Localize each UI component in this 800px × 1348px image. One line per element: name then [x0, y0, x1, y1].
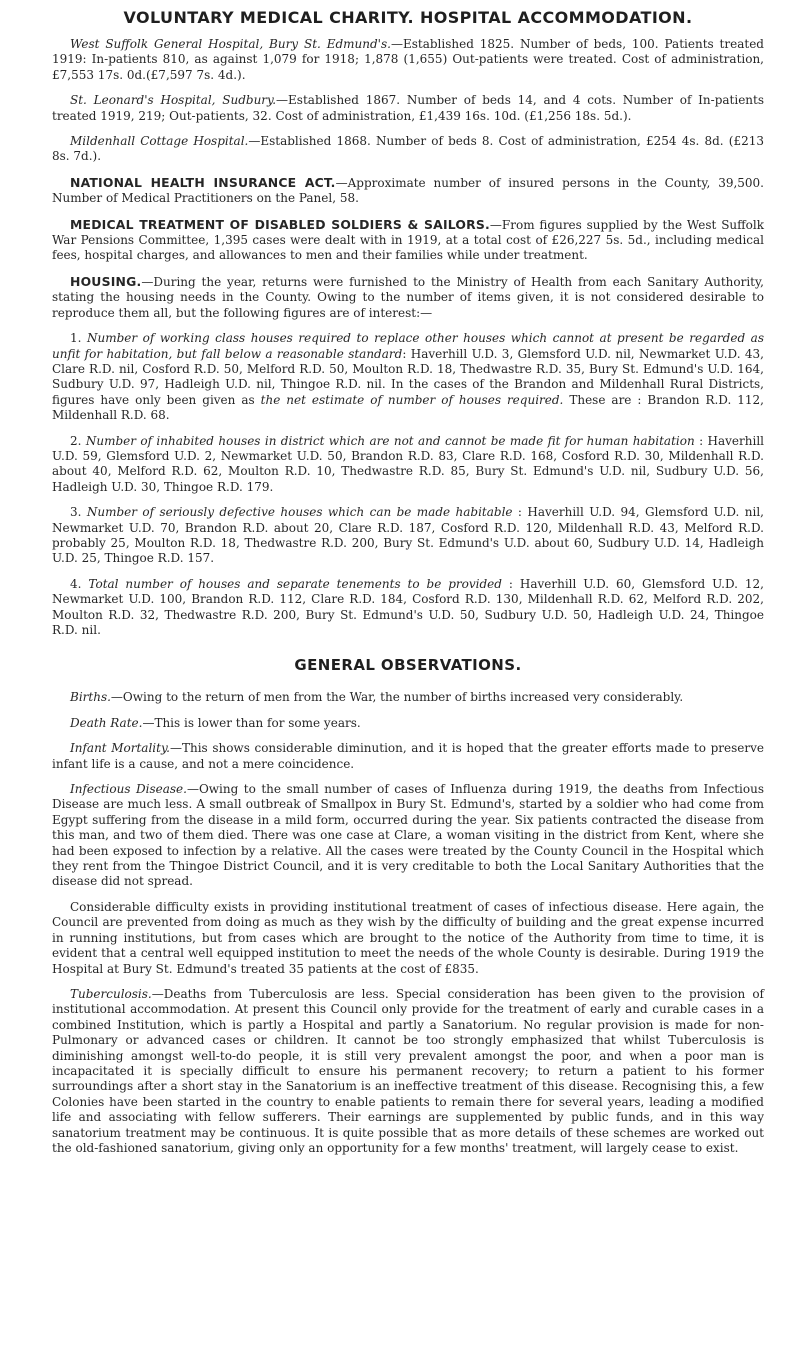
death-rate-label: Death Rate. — [70, 715, 143, 730]
infant-mortality-text: —This shows considerable diminution, and it is hoped that the greater efforts made to preserve infant life is a cause, and not a mere coincidence. — [52, 741, 764, 771]
housing-item — [52, 331, 764, 423]
housing-item-text: : Haverhill U.D. 94, Glemsford U.D. nil, Newmarket U.D. 70, Brandon R.D. about 20, Clare R.D. 187, Cosford R.D. 120, Mildenhall R.D. 43, Melford R.D. probably 25, Moulton R.D. 18, Thedwastre R.D. 200, Bury St. Edmund's U.D. about 60, Sudbury U.D. 14, Hadleigh U.D. 25, Thingoe R.D. 157. — [52, 505, 764, 566]
soldiers-paragraph — [52, 217, 764, 264]
hospital-paragraph — [52, 37, 764, 83]
births-text: —Owing to the return of men from the War, the number of births increased very considerably. — [110, 690, 684, 705]
institutional-paragraph: Considerable difficulty exists in providing institutional treatment of cases of infectious disease. Here again, the Council are prevented from doing as much as they wish by the difficulty of building and the great expense incurred in running institutions, but from cases which are brought to the notice of the Authority from time to time, it is evident that a central well equipped institution to meet the needs of the whole County is desirable. During 1919 the Hospital at Bury St. Edmund's treated 35 patients at the cost of £835. — [52, 899, 764, 976]
nhi-text: —Approximate number of insured persons in the County, 39,500. Number of Medical Practitioners on the Panel, 58. — [52, 175, 764, 206]
housing-paragraph — [52, 274, 764, 321]
housing-item-text-end: These are : Brandon R.D. 112, Mildenhall R.D. 68. — [52, 392, 765, 423]
hospital-name: West Suffolk General Hospital, Bury St. Edmund's. — [70, 37, 391, 51]
housing-item-number: 4. — [70, 576, 82, 591]
housing-item-text: : Haverhill U.D. 3, Glemsford U.D. nil, Newmarket U.D. 43, Clare R.D. nil, Cosford R.D. 50, Melford R.D. 50, Moulton R.D. 18, Thedwastre R.D. 35, Bury St. Edmund's U.D. 164, Sudbury U.D. 97, Hadleigh U.D. nil, Thingoe R.D. nil. In the cases of the Brandon and Mildenhall Rural Districts, figures have only been given as — [52, 346, 764, 407]
soldiers-text: —From figures supplied by the West Suffolk War Pensions Committee, 1,395 cases were dealt with in 1919, at a total cost of £26,227 5s. 5d., including medical fees, hospital charges, and allowances to men and their families while under treatment. — [52, 217, 764, 263]
page-title: VOLUNTARY MEDICAL CHARITY. HOSPITAL ACCOMMODATION. — [123, 8, 693, 27]
hospital-name: St. Leonard's Hospital, Sudbury. — [70, 93, 277, 108]
nhi-paragraph — [52, 175, 764, 207]
hospital-text: —Established 1868. Number of beds 8. Cost of administration, £254 4s. 8d. (£213 8s. 7d.). — [52, 134, 764, 164]
births-paragraph — [52, 690, 764, 705]
hospital-text: —Established 1825. Number of beds, 100. Patients treated 1919: In-patients 810, as against 1,079 for 1918; 1,878 (1,655) Out-patients were treated. Cost of administration, £7,553 17s. 0d.(£7,597 7s. 4d.). — [52, 37, 764, 82]
tuberculosis-paragraph — [52, 987, 764, 1156]
housing-heading: HOUSING. — [70, 273, 142, 289]
housing-item-emphasis: the net estimate of number of houses required. — [260, 392, 564, 407]
housing-item-number: 3. — [70, 505, 82, 520]
housing-item-label: Total number of houses and separate tenements to be provided — [88, 576, 502, 591]
infant-mortality-label: Infant Mortality. — [70, 741, 170, 756]
death-rate-text: —This is lower than for some years. — [142, 715, 361, 730]
hospital-text: —Established 1867. Number of beds 14, and 4 cots. Number of In-patients treated 1919, 219; Out-patients, 32. Cost of administration, £1,439 16s. 10d. (£1,256 18s. 5d.). — [52, 93, 764, 123]
nhi-heading: NATIONAL HEALTH INSURANCE ACT. — [70, 174, 336, 190]
housing-item-text: : Haverhill U.D. 59, Glemsford U.D. 2, Newmarket U.D. 50, Brandon R.D. 83, Clare R.D. 168, Cosford R.D. 30, Mildenhall R.D. about 40, Melford R.D. 62, Moulton R.D. 10, Thedwastre R.D. 85, Bury St. Edmund's U.D. nil, Sudbury U.D. 56, Hadleigh U.D. 30, Thingoe R.D. 179. — [52, 433, 764, 494]
housing-item-label: Number of inhabited houses in district which are not and cannot be made fit for human habitation — [85, 433, 695, 448]
general-observations-heading: GENERAL OBSERVATIONS. — [294, 656, 522, 675]
housing-item-label: Number of seriously defective houses which can be made habitable — [86, 505, 513, 520]
births-label: Births. — [70, 690, 111, 705]
housing-item-number: 1. — [70, 331, 82, 346]
housing-item-number: 2. — [70, 433, 82, 448]
housing-item — [52, 434, 764, 496]
hospital-name: Mildenhall Cottage Hospital. — [70, 134, 249, 149]
hospital-paragraph — [52, 134, 764, 165]
housing-item — [52, 577, 764, 639]
infant-mortality-paragraph — [52, 741, 764, 772]
housing-item — [52, 505, 764, 567]
death-rate-paragraph — [52, 716, 764, 731]
tuberculosis-label: Tuberculosis. — [70, 986, 152, 1001]
hospital-paragraph — [52, 93, 764, 124]
soldiers-heading: MEDICAL TREATMENT OF DISABLED SOLDIERS & SAILORS. — [70, 216, 490, 232]
housing-item-text: : Haverhill U.D. 60, Glemsford U.D. 12, Newmarket U.D. 100, Brandon R.D. 112, Clare R.D. 184, Cosford R.D. 130, Mildenhall R.D. 62, Melford R.D. 202, Moulton R.D. 32, Thedwastre R.D. 200, Bury St. Edmund's U.D. 50, Sudbury U.D. 50, Hadleigh U.D. 24, Thingoe R.D. nil. — [52, 576, 764, 637]
infectious-disease-paragraph — [52, 782, 764, 890]
housing-text: —During the year, returns were furnished to the Ministry of Health from each Sanitary Authority, stating the housing needs in the County. Owing to the number of items given, it is not considered desirable to reproduce them all, but the following figures are of interest:— — [52, 274, 764, 320]
tuberculosis-text: —Deaths from Tuberculosis are less. Special consideration has been given to the provision of institutional accommodation. At present this Council only provide for the treatment of early and curable cases in a combined Institution, which is partly a Hospital and partly a Sanatorium. No regular provision is made for non-Pulmonary or advanced cases or children. It cannot be too strongly emphasized that whilst Tuberculosis is diminishing amongst well-to-do people, it is still very prevalent amongst the poor, and when a poor man is incapacitated it is specially difficult to ensure his permanent recovery; to return a patient to his former surroundings after a short stay in the Sanatorium is an ineffective treatment of this disease. Recognising this, a few Colonies have been started in the country to enable patients to remain there for several years, leading a modified life and associating with fellow sufferers. Their earnings are supplemented by public funds, and in this way sanatorium treatment may be continuous. It is quite possible that as more details of these schemes are worked out the old-fashioned sanatorium, giving only an opportunity for a few months' treatment, will largely cease to exist. — [52, 986, 764, 1155]
infectious-disease-text: —Owing to the small number of cases of Influenza during 1919, the deaths from Infectious Disease are much less. A small outbreak of Smallpox in Bury St. Edmund's, started by a soldier who had come from Egypt suffering from the disease in a mild form, occurred during the year. Six patients contracted the disease from this man, and two of them died. There was one case at Clare, a woman visiting in the district from Kent, where she had been exposed to infection by a relative. All the cases were treated by the County Council in the Hospital which they rent from the Thingoe District Council, and it is very creditable to both the Local Sanitary Authorities that the disease did not spread. — [52, 782, 764, 889]
infectious-disease-label: Infectious Disease. — [70, 782, 187, 797]
housing-item-label: Number of working class houses required to replace other houses which cannot at present be regarded as unfit for habitation, but fall below a reasonable standard — [52, 331, 764, 361]
